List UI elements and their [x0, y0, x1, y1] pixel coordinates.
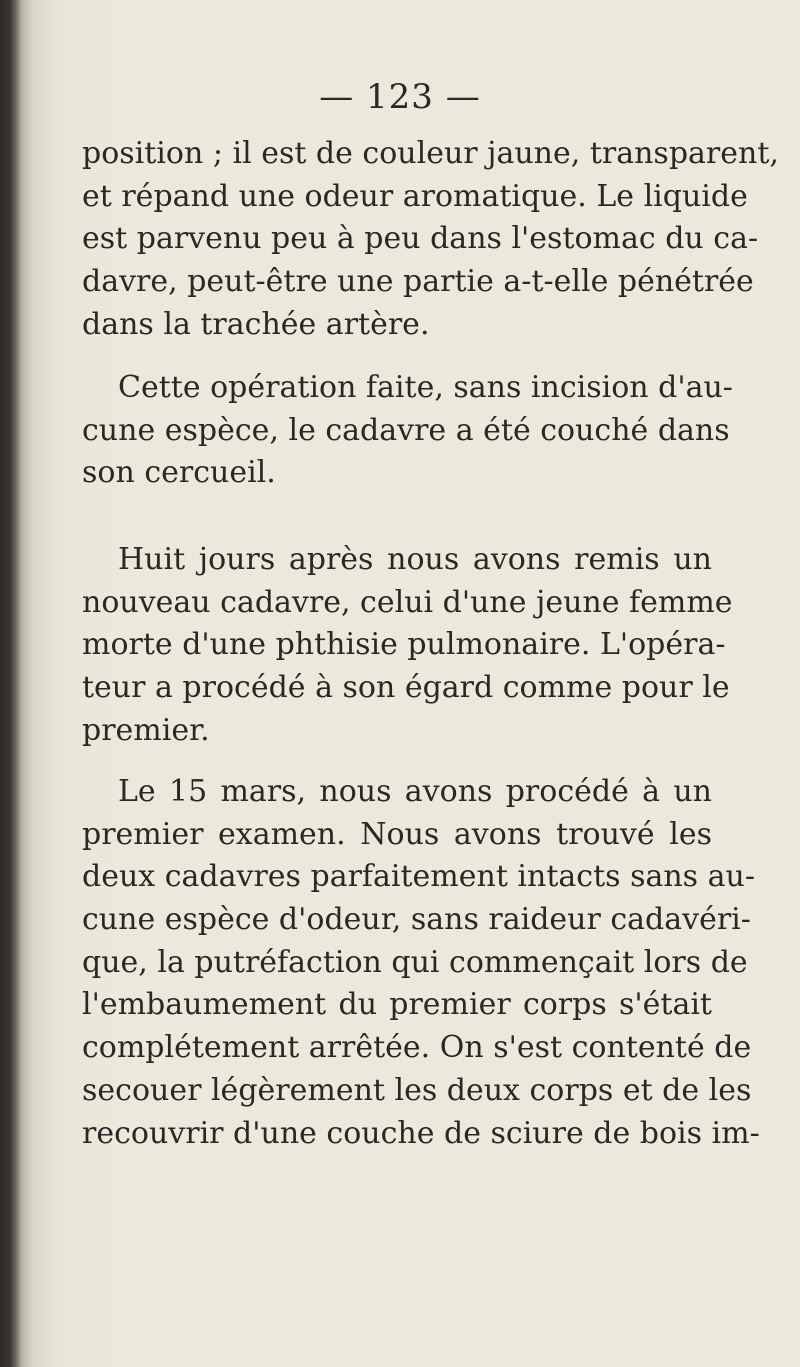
text-line: premier. [82, 712, 210, 748]
paragraph-1 [82, 133, 779, 346]
text-line: est parvenu peu à peu dans l'estomac du ca- [82, 221, 759, 257]
text-line: Le 15 mars, nous avons procédé à un [118, 774, 712, 809]
text-line: deux cadavres parfaitement intacts sans au- [82, 859, 755, 895]
text-line: teur a procédé à son égard comme pour le [82, 670, 730, 706]
text-line: premier examen. Nous avons trouvé les [82, 816, 712, 852]
text-line: recouvrir d'une couche de sciure de bois im- [82, 1115, 760, 1151]
text-line: dans la trachée artère. [82, 306, 430, 342]
text-line: cune espèce d'odeur, sans raideur cadavéri- [82, 902, 751, 938]
text-line: position ; il est de couleur jaune, transparent, [82, 136, 779, 171]
paragraph-2 [82, 367, 733, 495]
text-line: que, la putréfaction qui commençait lors de [82, 944, 748, 980]
text-line: nouveau cadavre, celui d'une jeune femme [82, 584, 733, 620]
page-number: — 123 — [319, 77, 481, 117]
text-line: secouer légèrement les deux corps et de les [82, 1072, 752, 1108]
text-line: davre, peut-être une partie a-t-elle pénétrée [82, 264, 754, 300]
text-line: son cercueil. [82, 455, 276, 491]
text-line: et répand une odeur aromatique. Le liquide [82, 178, 748, 214]
paragraph-3 [82, 539, 733, 752]
text-line: cune espèce, le cadavre a été couché dans [82, 412, 730, 448]
text-line: Cette opération faite, sans incision d'au- [118, 370, 733, 405]
paragraph-4 [82, 771, 760, 1155]
text-line: complétement arrêtée. On s'est contenté de [82, 1030, 752, 1066]
text-line: morte d'une phthisie pulmonaire. L'opéra- [82, 627, 726, 663]
text-line: Huit jours après nous avons remis un [118, 542, 712, 577]
text-line: l'embaumement du premier corps s'était [82, 987, 712, 1023]
